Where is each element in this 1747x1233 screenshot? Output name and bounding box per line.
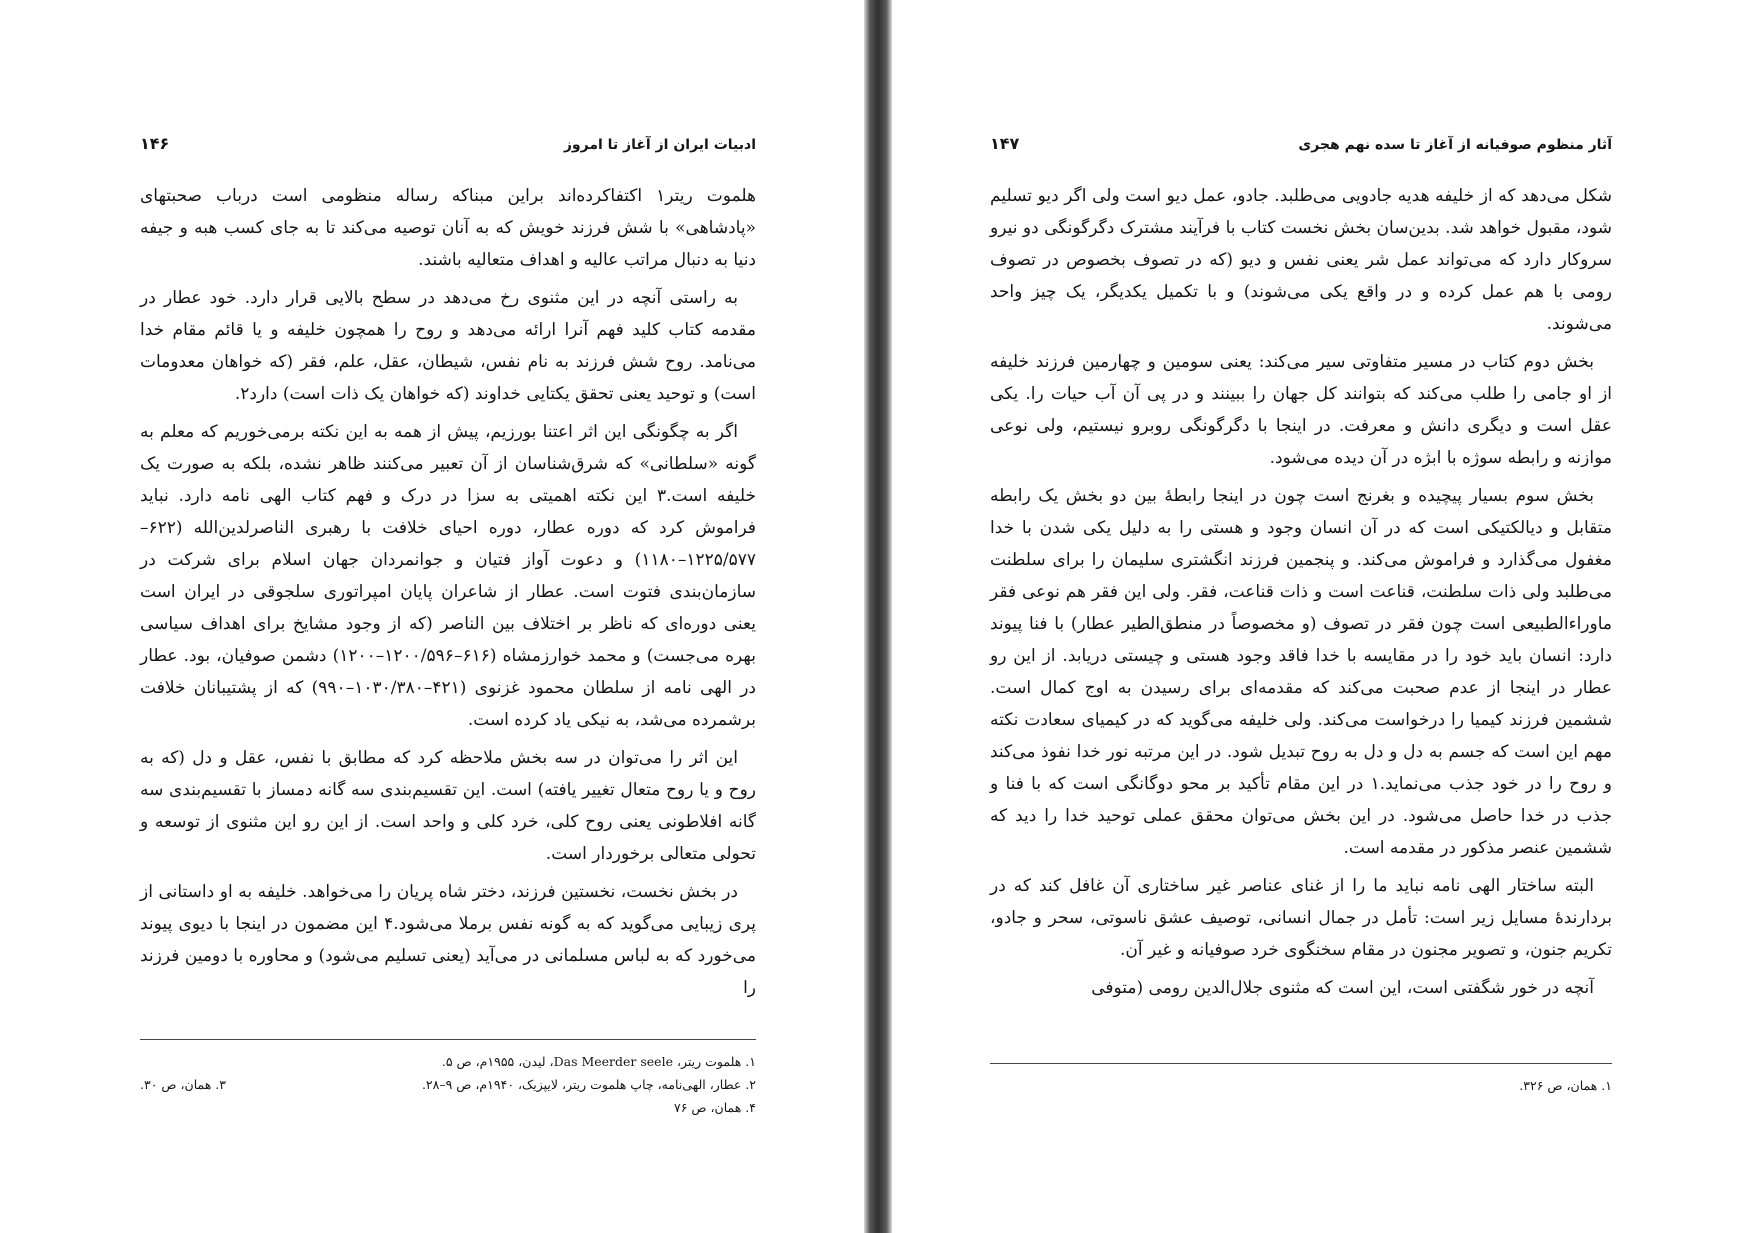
body-text-right <box>990 180 1612 1010</box>
paragraph: هلموت ریتر۱ اکتفاکرده‌اند براین مبناکه رساله منظومی است درباب صحبتهای «پادشاهی» با شش فرزند خویش که به آنان توصیه می‌کند تا به جای کسب هبه و جیفه دنیا به دنبال مراتب عالیه و اهداف متعالیه باشند. <box>140 186 756 270</box>
paragraph: آنچه در خور شگفتی است، این است که مثنوی جلال‌الدین رومی (متوفی <box>1091 978 1594 998</box>
page-number-left: ۱۴۶ <box>140 134 170 153</box>
paragraph: بخش دوم کتاب در مسیر متفاوتی سیر می‌کند: یعنی سومین و چهارمین فرزند خلیفه از او جامی را طلب می‌کند که بتوانند کل جهان را ببینند و در پی آن آب حیات را. یکی عقل است و دیگری دانش و معرفت. در اینجا با دگرگونگی روبرو نیستیم، ولی نوعی موازنه و رابطه سوژه با ابژه در آن دیده می‌شود. <box>990 352 1612 468</box>
footnote-divider-right <box>990 1063 1612 1064</box>
footnote-1: ۱. همان، ص ۳۲۶. <box>1519 1078 1612 1093</box>
page-number-right: ۱۴۷ <box>990 134 1020 153</box>
paragraph: در بخش نخست، نخستین فرزند، دختر شاه پریان را می‌خواهد. خلیفه به او داستانی از پری زیبایی می‌گوید که به گونه نفس برملا می‌شود.۴ این مضمون در اینجا با دیوی پیوند می‌خورد که به لباس مسلمانی در می‌آید (یعنی تسلیم می‌شود) و محاوره با دومین فرزند را <box>140 882 756 998</box>
right-page <box>892 0 1747 1233</box>
footnote-1: ۱. هلموت ریتر، Das Meerder seele، لیدن، ۱۹۵۵م، ص ۵. <box>441 1054 756 1069</box>
paragraph: به راستی آنچه در این مثنوی رخ می‌دهد در سطح بالایی قرار دارد. خود عطار در مقدمه کتاب کلید فهم آنرا ارائه می‌دهد و روح را همچون خلیفه و یا قائم مقام خدا می‌نامد. روح شش فرزند به نام نفس، شیطان، عقل، علم، فقر (که خواهان معدومات است) و توحید یعنی تحقق یکتایی خداوند (که خواهان یک ذات است) دارد۲. <box>140 288 756 404</box>
book-spine <box>864 0 892 1233</box>
paragraph: البته ساختار الهی نامه نباید ما را از غنای عناصر غیر ساختاری آن غافل کند که در بردارندهٔ مسایل زیر است: تأمل در جمال انسانی، توصیف عشق ناسوتی، سحر و جادو، تکریم جنون، و تصویر مجنون در مقام سخنگوی خرد صوفیانه و غیر آن. <box>990 876 1612 960</box>
running-title-left: ادبیات ایران از آغاز تا امروز <box>563 137 756 153</box>
body-text-left <box>140 180 756 1010</box>
footnote-2: ۲. عطار، الهی‌نامه، چاپ هلموت ریتر، لایپزیک، ۱۹۴۰م، ص ۹–۲۸. <box>421 1077 756 1092</box>
running-head-left <box>140 134 756 153</box>
footnote-4: ۴. همان، ص ۷۶ <box>673 1100 756 1115</box>
running-title-right: آثار منظوم صوفیانه از آغاز تا سده نهم هجری <box>1298 137 1612 153</box>
footnote-3: ۳. همان، ص ۳۰. <box>140 1077 226 1092</box>
paragraph: بخش سوم بسیار پیچیده و بغرنج است چون در اینجا رابطهٔ بین دو بخش یک رابطه متقابل و دیالکتیکی است که در آن انسان وجود و هستی را به دلیل یکی شدن با خدا مغفول می‌گذارد و فراموش می‌کند. و پنجمین فرزند انگشتری سلیمان را برای سلطنت می‌طلبد ولی ذات سلطنت، قناعت است و ذات قناعت، فقر. ولی این فقر هم نوعی فقر ماوراءالطبیعی است چون فقر در تصوف (و مخصوصاً در منطق‌الطیر عطار) با فنا پیوند دارد: انسان باید خود را در مقایسه با خدا فاقد وجود هستی و چیستی دریابد. از این رو عطار در اینجا از عدم صحبت می‌کند که مقدمه‌ای برای رسیدن به اوج کمال است. ششمین فرزند کیمیا را درخواست می‌کند. ولی خلیفه می‌گوید که در کیمیای سعادت نکته مهم این است که جسم به دل و دل به روح تبدیل شود. در این مرتبه نور خدا نفوذ می‌کند و روح را در خود جذب می‌نماید.۱ در این مقام تأکید بر محو دوگانگی است که با فنا و جذب در خدا حاصل می‌شود. در این بخش می‌توان محقق عملی توحید خدا را دید که ششمین عنصر مذکور در مقدمه است. <box>990 486 1612 858</box>
paragraph: شکل می‌دهد که از خلیفه هدیه جادویی می‌طلبد. جادو، عمل دیو است ولی اگر دیو تسلیم شود، مقبول خواهد شد. بدین‌سان بخش نخست کتاب با فرآیند مشترک دگرگونگی دو نیرو سروکار دارد که می‌تواند عمل شر یعنی نفس و دیو (که در تصوف بخصوص در تصوف رومی با هم عمل کرده و در واقع یکی می‌شوند) و با تکمیل یکدیگر، یک چیز واحد می‌شوند. <box>990 186 1612 334</box>
footnotes-left <box>140 1050 756 1119</box>
paragraph: اگر به چگونگی این اثر اعتنا بورزیم، پیش از همه به این نکته برمی‌خوریم که معلم به گونه «سلطانی» که شرق‌شناسان از آن تعبیر می‌کنند ظاهر نشده، بلکه به صورت یک خلیفه است.۳ این نکته اهمیتی به سزا در درک و فهم کتاب الهی نامه دارد. نباید فراموش کرد که دوره عطار، دوره احیای خلافت با رهبری الناصرلدین‌الله (۶۲۲–۱۲۲۵/۵۷۷–۱۱۸۰) و دعوت آواز فتیان و جوانمردان جهان اسلام برای شرکت در سازمان‌بندی فتوت است. عطار از شاعران پایان امپراتوری سلجوقی در ایران است یعنی دوره‌ای که ناظر بر اختلاف بین الناصر (که از وجود مشایخ برای اهداف سیاسی بهره می‌جست) و محمد خوارزمشاه (۶۱۶–۱۲۰۰/۵۹۶–۱۲۰۰) دشمن صوفیان، بود. عطار در الهی نامه از سلطان محمود غزنوی (۴۲۱–۱۰۳۰/۳۸۰–۹۹۰) که از پشتیبانان خلافت برشمرده می‌شد، به نیکی یاد کرده است. <box>140 422 757 730</box>
footnote-divider-left <box>140 1039 756 1040</box>
running-head-right <box>990 134 1612 153</box>
footnotes-right <box>990 1074 1612 1097</box>
paragraph: این اثر را می‌توان در سه بخش ملاحظه کرد که مطابق با نفس، عقل و دل (که به روح و یا روح متعال تغییر یافته) است. این تقسیم‌بندی سه گانه دمساز با تقسیم‌بندی سه گانه افلاطونی یعنی روح کلی، خرد کلی و واحد است. از این رو این مثنوی از توسعه و تحولی متعالی برخوردار است. <box>140 748 756 864</box>
left-page <box>0 0 864 1233</box>
